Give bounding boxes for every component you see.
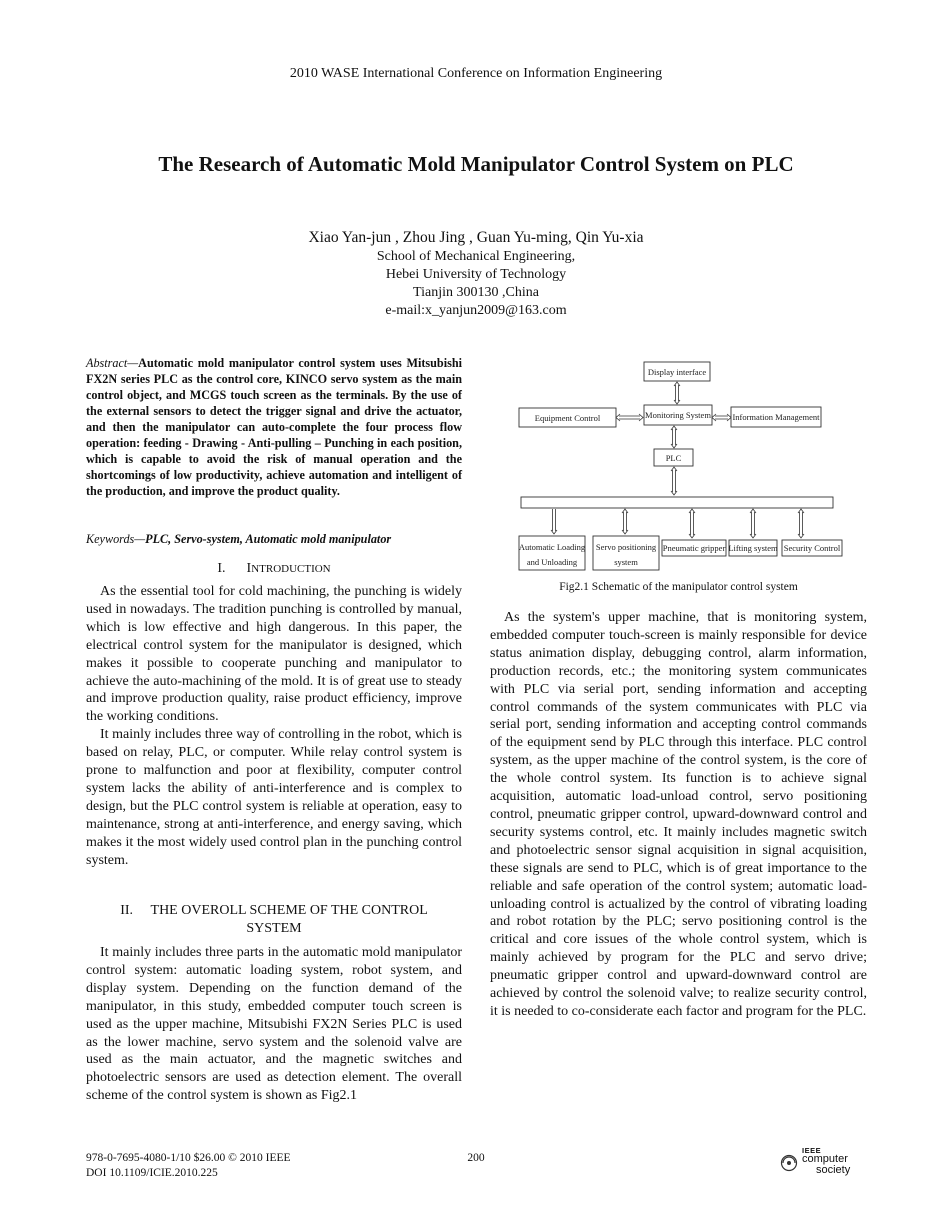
paragraph: As the essential tool for cold machining, the punching is widely used in nowadays. The tradition punching is controlled by manual, which is low effective and high dangerous. In this paper, the electrical control system for the manipulator is designed, which makes it possible to cooperate punching and manipulator to achieve the auto-machining of the mold. It is of great use to steady and improve production quality, raise product efficiency, improve the working conditions. [86, 584, 462, 725]
arrow-monitoring-information [712, 414, 731, 421]
section2-number: II. [120, 903, 134, 918]
label-display-interface: Display interface [647, 367, 707, 377]
footer-publication-info [86, 1151, 291, 1181]
label-plc: PLC [665, 453, 682, 463]
label-equipment-control: Equipment Control [534, 413, 601, 423]
arrow-equipment-monitoring [616, 414, 643, 421]
label-servo-positioning-1: Servo positioning [595, 542, 657, 552]
bus-bar [521, 497, 833, 508]
computer-society-icon [780, 1154, 798, 1172]
arrow-bus-pneumatic [689, 509, 695, 538]
affiliation-university: Hebei University of Technology [385, 267, 567, 282]
page-number: 200 [467, 1152, 485, 1164]
affiliation-city: Tianjin 300130 ,China [413, 285, 539, 300]
label-pneumatic-gripper: Pneumatic gripper [662, 543, 726, 553]
logo-computer-text: computer [802, 1153, 848, 1165]
footer-isbn: 978-0-7695-4080-1/10 $26.00 © 2010 IEEE [86, 1152, 291, 1164]
paragraph: As the system's upper machine, that is monitoring system, embedded computer touch-screen is mainly responsible for device status animation display, debugging control, alarm information, production records, etc.; the monitoring system communicates with PLC via serial port, sending information and accepting control commands of the system communicates with PLC via serial port, sending information and accepting control commands of the equipment send by PLC through this interface. PLC control system, as the upper machine of the control system, is the core of the whole control system. Its function is to achieve signal acquisition, automatic load-unload control, servo positioning control, pneumatic gripper control, upward-downward control and security systems control, etc. It mainly includes magnetic switch and photoelectric sensor signal acquisition in signal acquisition, these signals are send to PLC, which is of great importance to the reliable and safe operation of the control system; automatic load-unloading control is actualized by the control of vibrating loading and robot rotation by the PLC; servo positioning control is the critical and core issues of the whole control system, which is mainly achieved by program for the PLC and servo drive; pneumatic gripper control and upward-downward control are achieved by control the solenoid valve; to realize security control, it is needed to co-considerate each factor and program for the PLC. [490, 610, 867, 1019]
affiliation-email[interactable]: e-mail:x_yanjun2009@163.com [385, 303, 567, 318]
arrow-bus-servo [622, 509, 628, 534]
right-column-body [490, 609, 867, 1021]
authors: Xiao Yan-jun , Zhou Jing , Guan Yu-ming, Qin Yu-xia [308, 229, 644, 246]
label-automatic-loading-2: and Unloading [526, 557, 578, 567]
figure-caption: Fig2.1 Schematic of the manipulator control system [559, 581, 798, 593]
logo-society-text: society [816, 1164, 851, 1176]
section1-rest: NTRODUCTION [251, 563, 331, 575]
abstract-text: Automatic mold manipulator control system uses Mitsubishi FX2N series PLC as the control core, KINCO servo system as the main control object, and MCGS touch screen as the terminals. By the use of the external sensors to detect the trigger signal and drive the actuator, and then the manipulator can auto-complete the four process flow operation: feeding - Drawing - Anti-pulling – Punching in each position, which is capable to avoid the risk of manual operation and the shortcomings of low productivity, achieve automation and intelligent of the production, and improve the product quality. [86, 356, 462, 498]
figure-schematic [513, 358, 849, 574]
section1-initial: I [246, 561, 252, 576]
keywords-lead: Keywords— [86, 532, 146, 546]
arrow-bus-lifting [750, 509, 756, 538]
logo-ieee-text: IEEE [802, 1146, 822, 1155]
paragraph: It mainly includes three way of controlling in the robot, which is based on relay, PLC, or computer. While relay control system is prone to malfunction and poor at flexibility, computer control system lacks the ability of anti-interference and is complex to design, but the PLC control system is reliable at operation, easy to maintenance, strong at anti-interference, and energy saving, which makes it the most widely used control plan in the punching control system. [86, 727, 462, 868]
footer-doi[interactable]: DOI 10.1109/ICIE.2010.225 [86, 1167, 218, 1179]
arrow-bus-loading [551, 509, 557, 534]
arrow-plc-bus [671, 467, 677, 495]
keywords-text: PLC, Servo-system, Automatic mold manipulator [145, 532, 392, 546]
label-monitoring-system: Monitoring System [645, 410, 711, 420]
section-heading-overall-scheme [86, 902, 462, 938]
section1-number: I. [217, 561, 226, 576]
affiliation [0, 248, 952, 320]
arrow-monitoring-plc [671, 426, 677, 448]
label-information-management: Information Management [732, 412, 820, 422]
label-automatic-loading-1: Automatic Loading [518, 542, 586, 552]
overall-scheme-body [86, 944, 462, 1105]
introduction-body [86, 583, 462, 870]
label-lifting-system: Lifting system [728, 543, 778, 553]
label-servo-positioning-2: system [614, 557, 638, 567]
schematic-diagram [513, 358, 849, 574]
abstract-lead: Abstract— [86, 356, 139, 370]
section2-title-line2: SYSTEM [246, 921, 302, 936]
ieee-computer-society-logo [778, 1146, 858, 1178]
abstract [86, 355, 462, 499]
paper-title: The Research of Automatic Mold Manipulator Control System on PLC [158, 152, 794, 176]
section-heading-introduction [86, 560, 462, 578]
affiliation-school: School of Mechanical Engineering, [376, 249, 576, 264]
arrow-display-monitoring [674, 382, 680, 404]
conference-header: 2010 WASE International Conference on Information Engineering [289, 66, 663, 81]
section2-title-line1: THE OVEROLL SCHEME OF THE CONTROL [150, 903, 428, 918]
keywords [86, 531, 462, 547]
label-security-control: Security Control [783, 543, 841, 553]
arrow-bus-security [798, 509, 804, 538]
paragraph: It mainly includes three parts in the automatic mold manipulator control system: automatic loading system, robot system, and display system. Depending on the function demand of the manipulator, in this study, embedded computer touch screen is used as the upper machine, Mitsubishi FX2N Series PLC is used as the lower machine, servo system and the solenoid valve are used as the main actuator, and the magnetic switches and photoelectric sensors are used as detection element. The overall scheme of the control system is shown as Fig2.1 [86, 945, 462, 1104]
